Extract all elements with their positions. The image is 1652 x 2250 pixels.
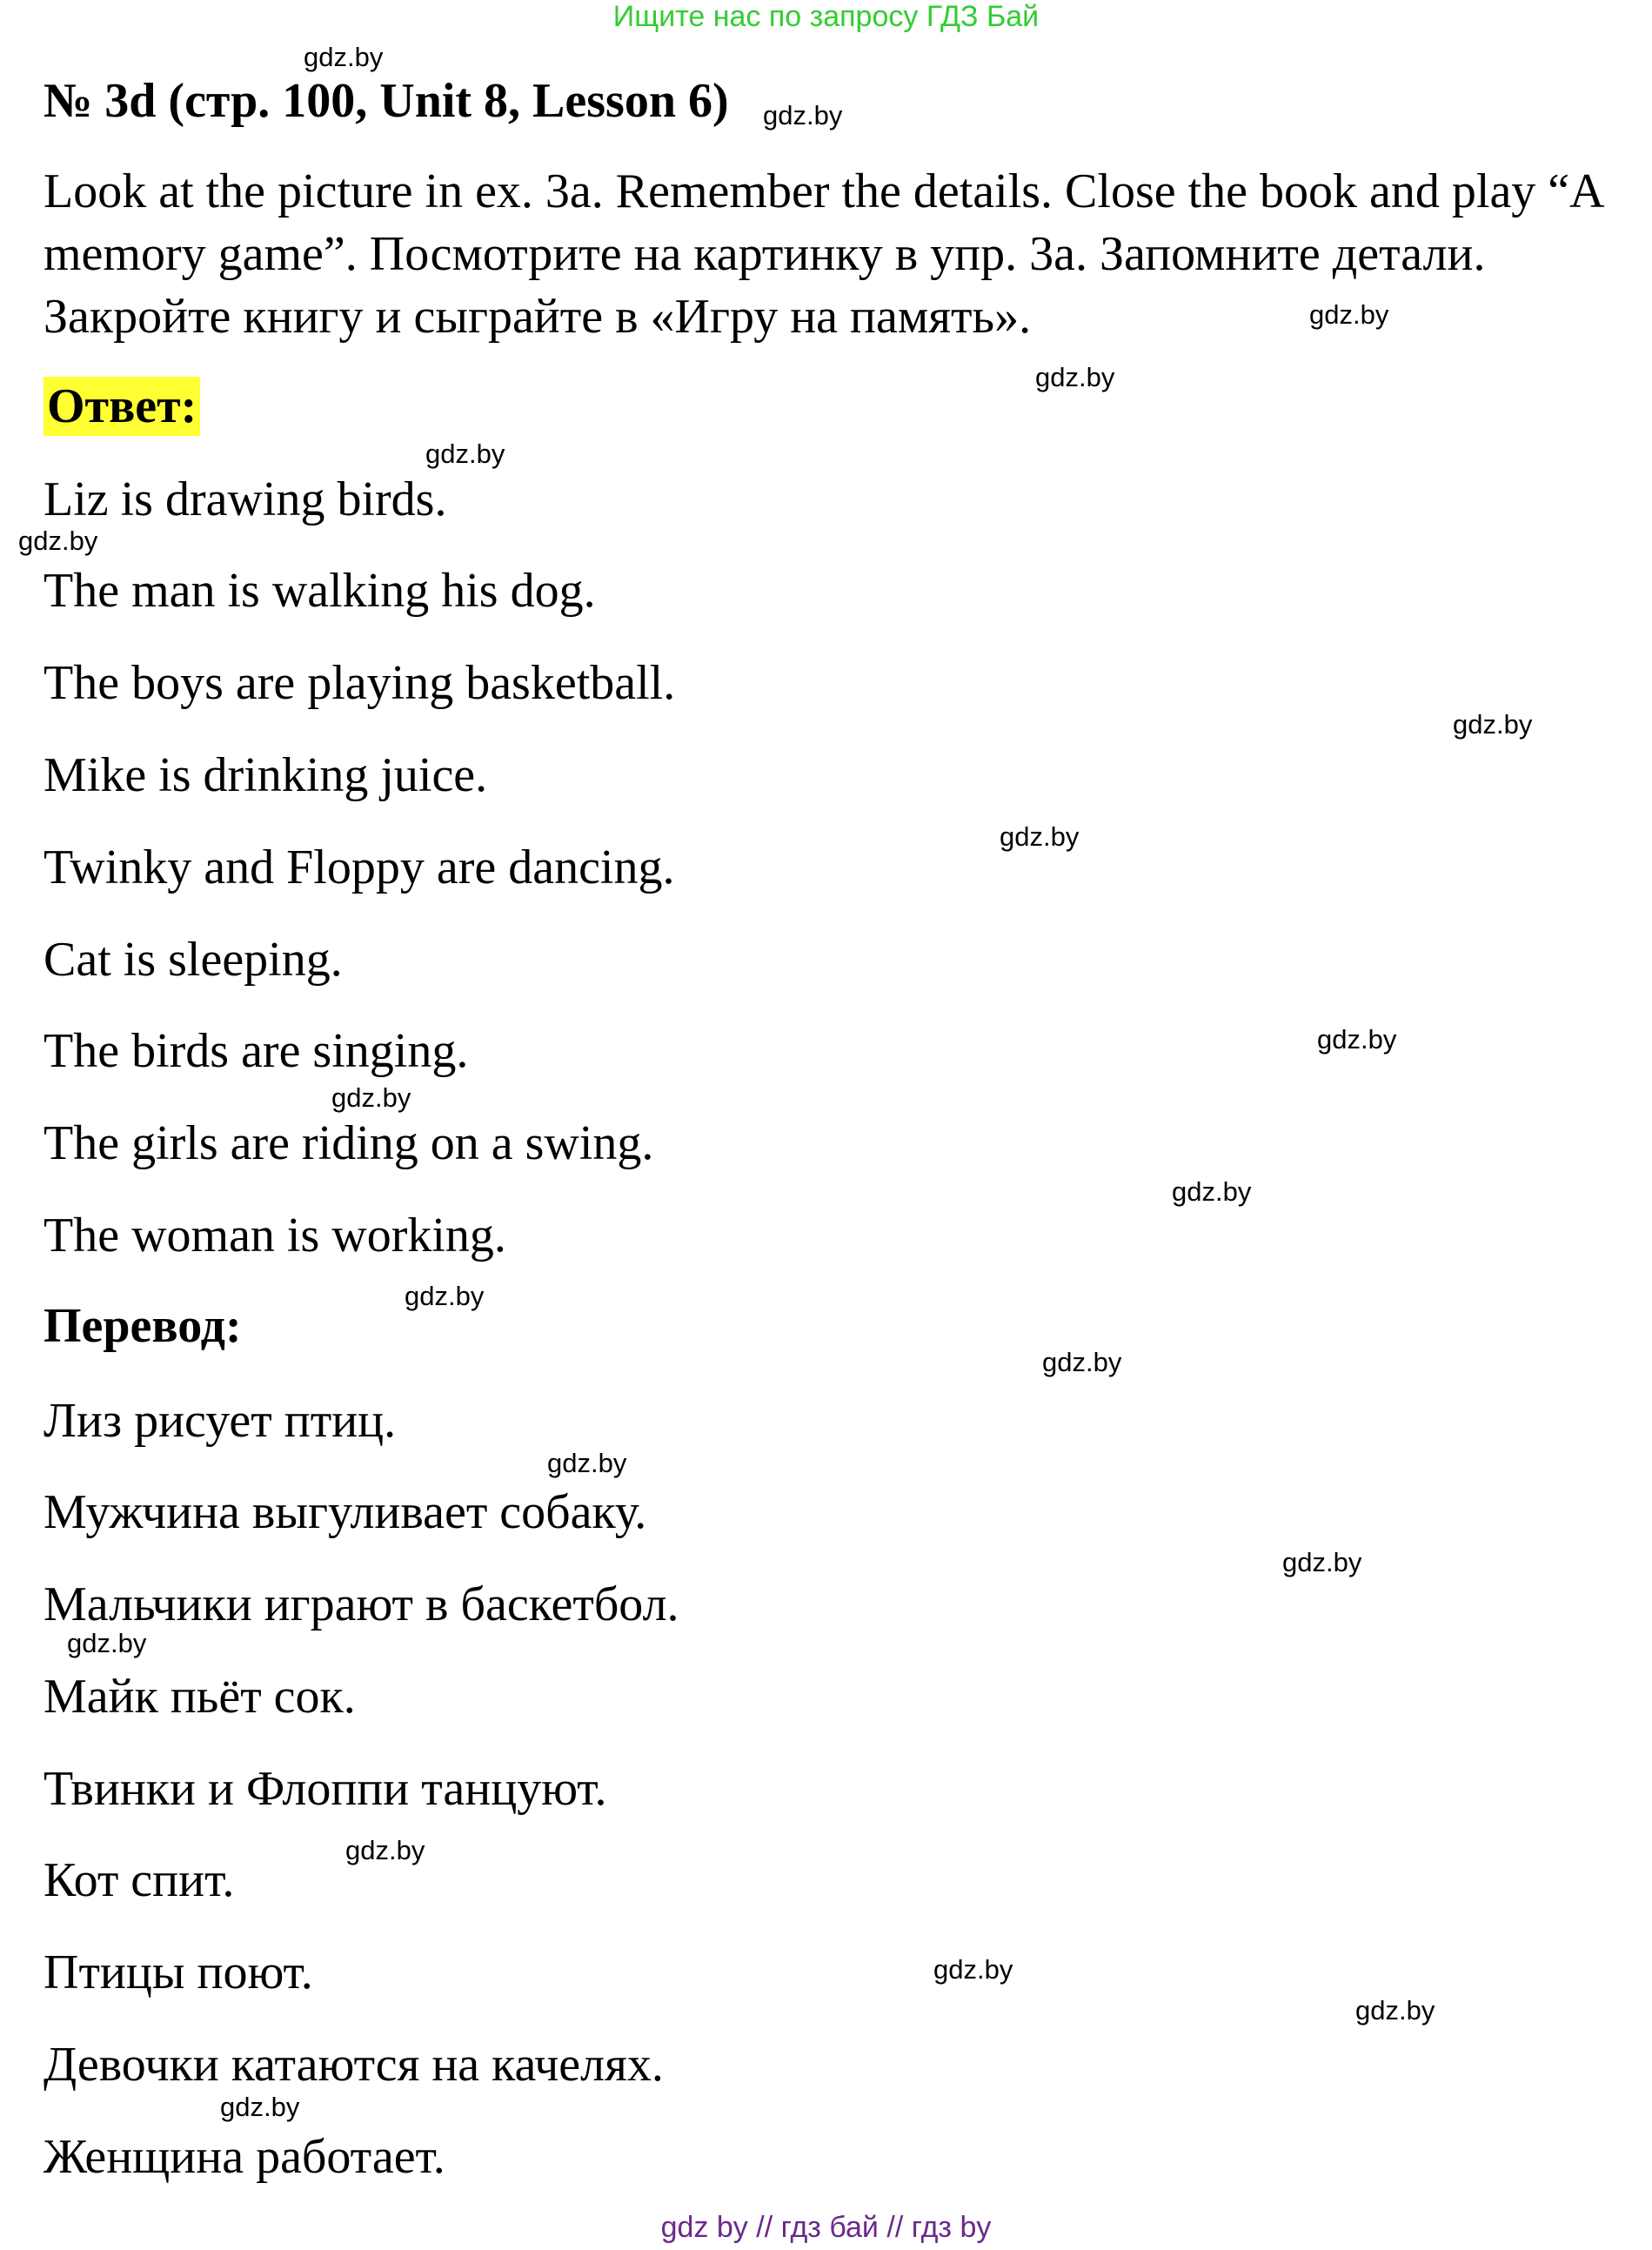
watermark: gdz.by	[1453, 709, 1533, 740]
watermark: gdz.by	[1000, 821, 1080, 852]
answer-line: The girls are riding on a swing.	[43, 1116, 654, 1170]
watermark: gdz.by	[1042, 1347, 1122, 1377]
watermark: gdz.by	[1309, 299, 1389, 330]
footer: gdz by // гдз бай // гдз by	[660, 2211, 992, 2244]
translation-line: Твинки и Флоппи танцуют.	[43, 1762, 607, 1816]
translation-line: Майк пьёт сок.	[43, 1670, 356, 1724]
watermark: gdz.by	[405, 1281, 485, 1311]
translation-label: Перевод:	[43, 1299, 242, 1353]
answer-line: The birds are singing.	[43, 1024, 469, 1078]
watermark: gdz.by	[345, 1835, 425, 1865]
answer-line: The boys are playing basketball.	[43, 656, 676, 710]
answer-line: Mike is drinking juice.	[43, 748, 488, 802]
answer-line: The woman is working.	[43, 1209, 506, 1262]
watermark: gdz.by	[1035, 362, 1115, 392]
watermark: gdz.by	[1172, 1176, 1252, 1207]
answer-label: Ответ:	[43, 377, 200, 436]
translation-line: Птицы поют.	[43, 1945, 313, 1999]
watermark: gdz.by	[220, 2092, 300, 2122]
translation-line: Мужчина выгуливает собаку.	[43, 1485, 647, 1539]
answer-line: The man is walking his dog.	[43, 564, 596, 618]
watermark: gdz.by	[67, 1628, 147, 1658]
watermark: gdz.by	[331, 1082, 411, 1113]
watermark: gdz.by	[933, 1954, 1013, 1985]
watermark: gdz.by	[304, 42, 384, 72]
top-banner: Ищите нас по запросу ГДЗ Бай	[612, 0, 1040, 33]
translation-line: Кот спит.	[43, 1853, 235, 1907]
translation-line: Лиз рисует птиц.	[43, 1394, 397, 1448]
answer-line: Cat is sleeping.	[43, 933, 343, 987]
answer-line: Twinky and Floppy are dancing.	[43, 840, 675, 894]
watermark: gdz.by	[1317, 1024, 1397, 1055]
watermark: gdz.by	[547, 1448, 627, 1478]
task-text: Look at the picture in ex. 3a. Remember the details. Close the book and play “A memory game”. Посмотрите на картинку в упр. 3a. Запомните детали. Закройте книгу и сыграйте в «Игру на память».	[43, 164, 1602, 344]
watermark: gdz.by	[1355, 1995, 1435, 2026]
watermark: gdz.by	[18, 526, 98, 556]
watermark: gdz.by	[425, 439, 505, 469]
translation-line: Мальчики играют в баскетбол.	[43, 1577, 679, 1631]
watermark: gdz.by	[763, 100, 843, 131]
translation-line: Женщина работает.	[43, 2130, 445, 2184]
watermark: gdz.by	[1282, 1547, 1362, 1577]
page-title: № 3d (стр. 100, Unit 8, Lesson 6)	[43, 74, 729, 128]
translation-line: Девочки катаются на качелях.	[43, 2038, 664, 2092]
answer-line: Liz is drawing birds.	[43, 472, 447, 526]
